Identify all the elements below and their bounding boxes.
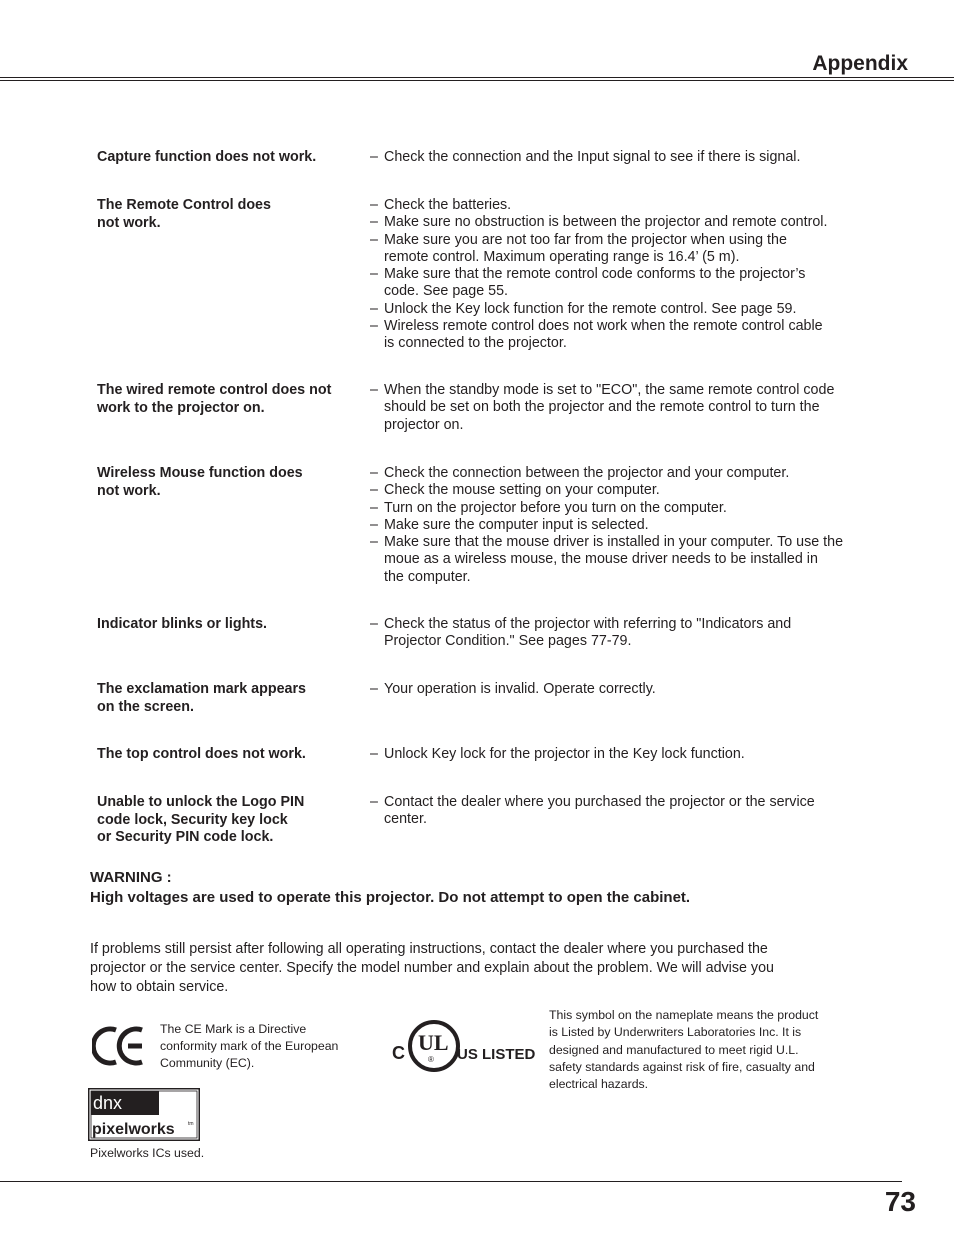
remedy-item: – When the standby mode is set to "ECO", the same remote control code should be set on both the projector and the remote control to turn the projector on.	[370, 382, 890, 434]
problem-text: The Remote Control does not work.	[97, 197, 271, 231]
remedy-item: – Check the connection between the projector and your computer.	[370, 465, 890, 482]
section-title: Appendix	[812, 52, 908, 75]
remedy-item: – Check the mouse setting on your computer.	[370, 482, 890, 499]
remedy-item: – Make sure that the remote control code conforms to the projector’s code. See page 55.	[370, 266, 890, 301]
ul-listed-icon	[389, 1018, 537, 1074]
page-number: 73	[884, 1186, 916, 1217]
remedy-item: – Make sure the computer input is selected.	[370, 517, 890, 534]
ul-us-listed: US LISTED	[457, 1046, 536, 1063]
remedy-item: – Your operation is invalid. Operate correctly.	[370, 681, 890, 698]
warning-block	[90, 868, 690, 908]
problem-text: Indicator blinks or lights.	[97, 616, 267, 632]
problem-text: The top control does not work.	[97, 746, 306, 762]
remedy-list	[370, 616, 890, 651]
warning-label: WARNING :	[90, 869, 172, 886]
remedy-list	[370, 197, 890, 353]
remedy-list	[370, 681, 890, 698]
remedy-item: – Make sure no obstruction is between the projector and remote control.	[370, 214, 890, 231]
remedy-item: – Wireless remote control does not work when the remote control cable is connected to the projector.	[370, 318, 890, 353]
warning-text: High voltages are used to operate this projector. Do not attempt to open the cabinet.	[90, 889, 691, 906]
problem-text: Wireless Mouse function does not work.	[97, 465, 303, 499]
remedy-item: – Check the connection and the Input signal to see if there is signal.	[370, 149, 890, 166]
remedy-item: – Make sure that the mouse driver is installed in your computer. To use the moue as a wireless mouse, the mouse driver needs to be installed in the computer.	[370, 534, 890, 586]
ce-mark-icon	[92, 1024, 148, 1068]
footer-rule	[0, 1181, 902, 1182]
problem-text: Unable to unlock the Logo PIN code lock, Security key lock or Security PIN code lock.	[97, 794, 305, 845]
remedy-item: – Make sure you are not too far from the projector when using the remote control. Maximum operating range is 16.4’ (5 m).	[370, 232, 890, 267]
pixelworks-dnx-text: dnx	[93, 1093, 123, 1113]
header-rule	[0, 77, 954, 81]
support-paragraph: If problems still persist after following all operating instructions, contact the dealer where you purchased the projector or the service center. Specify the model number and explain about the problem. We will advise you how to obtain service.	[90, 941, 774, 995]
ul-c-letter: C	[392, 1043, 405, 1063]
pixelworks-tm: tm	[188, 1121, 194, 1127]
remedy-item: – Turn on the projector before you turn on the computer.	[370, 500, 890, 517]
remedy-list	[370, 465, 890, 586]
problem-text: Capture function does not work.	[97, 149, 317, 165]
remedy-list	[370, 746, 890, 763]
remedy-list	[370, 149, 890, 166]
pixelworks-caption: Pixelworks ICs used.	[90, 1146, 205, 1160]
remedy-item: – Unlock the Key lock function for the remote control. See page 59.	[370, 301, 890, 318]
pixelworks-wordmark: pixelworks	[92, 1121, 175, 1138]
ul-letters: UL	[418, 1030, 449, 1055]
remedy-list	[370, 794, 890, 829]
pixelworks-logo-icon	[88, 1088, 200, 1141]
remedy-item: – Check the batteries.	[370, 197, 890, 214]
remedy-list	[370, 382, 890, 434]
problem-text: The exclamation mark appears on the screen.	[97, 681, 306, 715]
ce-mark-description: The CE Mark is a Directive conformity mark of the European Community (EC).	[160, 1022, 339, 1070]
remedy-item: – Check the status of the projector with referring to "Indicators and Projector Condition." See pages 77-79.	[370, 616, 890, 651]
remedy-item: – Contact the dealer where you purchased the projector or the service center.	[370, 794, 890, 829]
ul-listed-description: This symbol on the nameplate means the product is Listed by Underwriters Laboratories Inc. It is designed and manufactured to meet rigid U.L. safety standards against risk of fire, casualty and electrical hazards.	[549, 1008, 819, 1092]
ul-registered-mark: ®	[428, 1055, 434, 1064]
problem-text: The wired remote control does not work to the projector on.	[97, 382, 332, 416]
remedy-item: – Unlock Key lock for the projector in the Key lock function.	[370, 746, 890, 763]
